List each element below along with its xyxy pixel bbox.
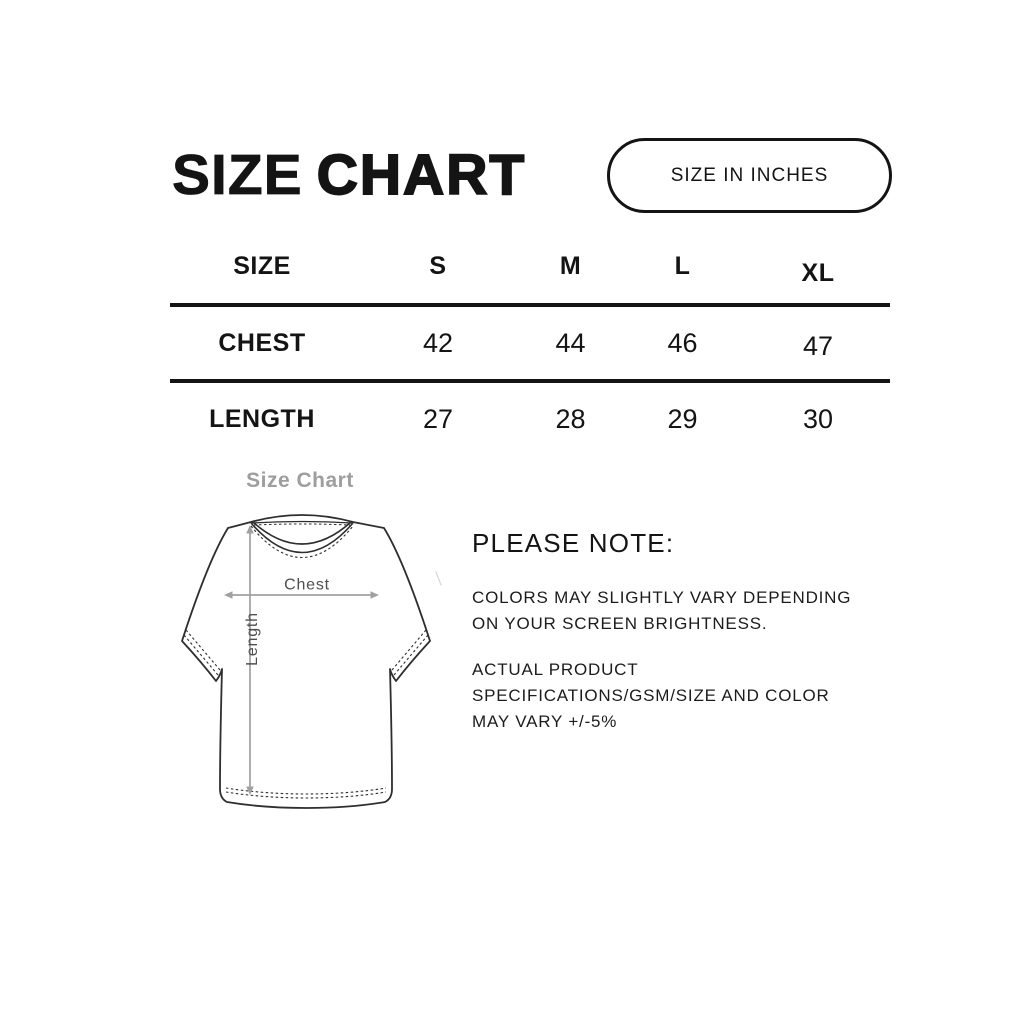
note-line: MAY VARY +/-5% [472, 712, 618, 731]
length-value-xl: 30 [802, 403, 834, 434]
illustration-caption: Size Chart [246, 469, 354, 492]
row-label-chest: CHEST [218, 328, 306, 357]
table-row-chest [170, 307, 890, 379]
column-header-m: M [559, 252, 582, 280]
note-line: ACTUAL PRODUCT [472, 660, 639, 679]
note-heading: PLEASE NOTE: [472, 528, 675, 558]
note-paragraph-1 [472, 585, 902, 637]
length-value-m: 28 [555, 403, 586, 434]
table-header-row [170, 230, 890, 303]
title-word-size: SIZE [172, 143, 303, 207]
title-word-chart: CHART [316, 143, 527, 207]
row-label-length: LENGTH [209, 404, 315, 433]
note-line: SPECIFICATIONS/GSM/SIZE AND COLOR [472, 686, 830, 705]
note-section [472, 528, 902, 735]
length-label: Length [244, 612, 261, 666]
chest-value-s: 42 [422, 327, 454, 358]
length-value-s: 27 [422, 403, 454, 434]
column-header-l: L [674, 252, 691, 280]
size-table [170, 230, 890, 455]
table-row-length [170, 383, 890, 455]
chest-value-l: 46 [667, 327, 698, 358]
tshirt-illustration [150, 492, 450, 822]
note-paragraph-2 [472, 657, 902, 735]
note-line: ON YOUR SCREEN BRIGHTNESS. [472, 614, 768, 633]
chest-label: Chest [284, 576, 330, 594]
column-header-s: S [429, 252, 447, 280]
chest-value-m: 44 [555, 327, 586, 358]
length-value-l: 29 [667, 403, 698, 434]
size-in-inches-badge [607, 138, 892, 213]
column-header-size: SIZE [233, 252, 291, 280]
page-title [172, 143, 527, 207]
chest-value-xl: 47 [802, 330, 834, 361]
tshirt-outline [182, 515, 430, 808]
column-header-xl: XL [801, 259, 835, 287]
badge-label: SIZE IN INCHES [670, 164, 829, 186]
note-line: COLORS MAY SLIGHTLY VARY DEPENDING [472, 588, 852, 607]
